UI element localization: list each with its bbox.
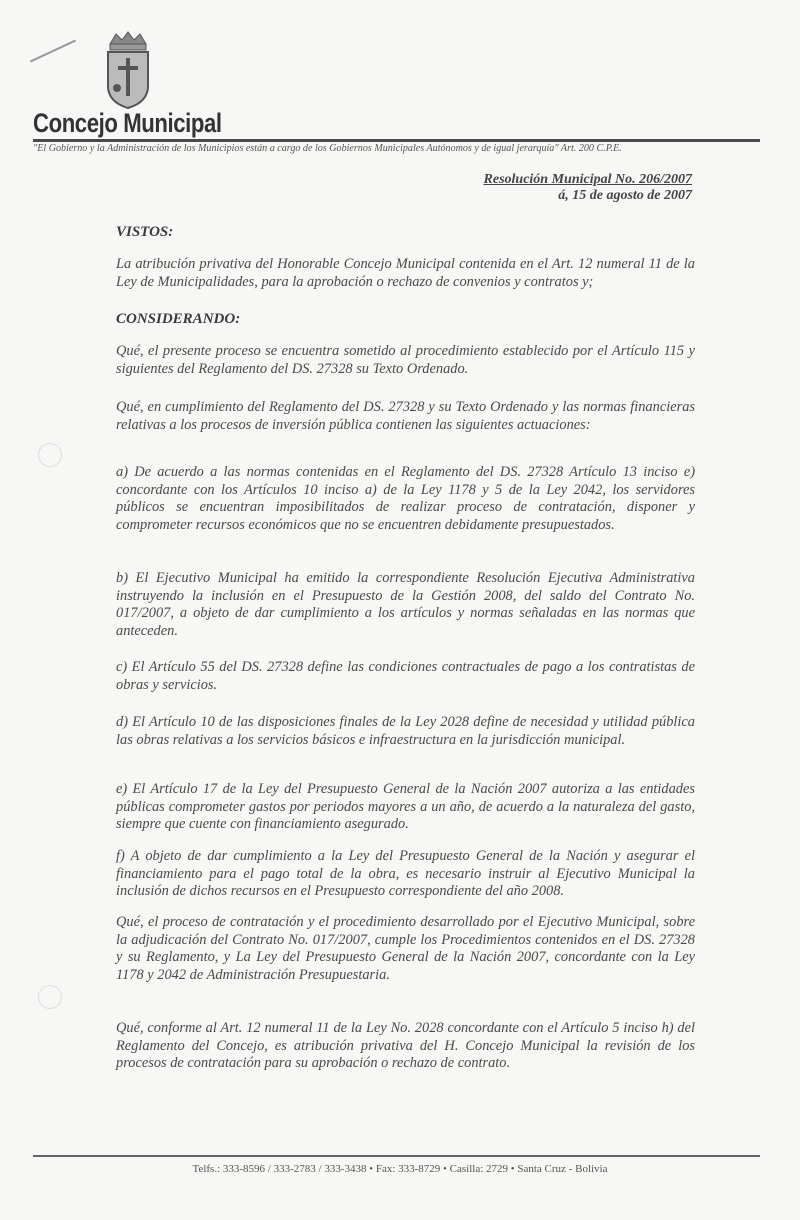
vistos-heading: VISTOS:: [116, 224, 174, 240]
punch-hole: [38, 443, 62, 467]
considerando-heading: CONSIDERANDO:: [116, 311, 241, 327]
header-divider: [33, 139, 760, 142]
vistos-paragraph: La atribución privativa del Honorable Concejo Municipal contenida en el Art. 12 numeral 11 de la Ley de Municipalidades, para la aprobación o rechazo de convenios y contratos y;: [116, 256, 695, 290]
paragraph: Qué, el proceso de contratación y el procedimiento desarrollado por el Ejecutivo Municipal, sobre la adjudicación del Contrato No. 017/2007, cumple los Procedimientos contenidos en el DS. 27328 y su Reglamento, y La Ley del Presupuesto General de la Nación 2007, concordante con la Ley 1178 y 2042 de Administración Presupuestaria.: [116, 914, 695, 984]
paragraph: Qué, en cumplimiento del Reglamento del DS. 27328 y su Texto Ordenado y las normas financieras relativas a los procesos de inversión pública contienen las siguientes actuaciones:: [116, 399, 695, 433]
paragraph-d: d) El Artículo 10 de las disposiciones finales de la Ley 2028 define de necesidad y utilidad pública las obras relativas a los servicios básicos e infraestructura en la jurisdicción municipal.: [116, 714, 695, 748]
paragraph-a: a) De acuerdo a las normas contenidas en el Reglamento del DS. 27328 Artículo 13 inciso e) concordante con los Artículos 10 inciso a) de la Ley 1178 y 5 de la Ley 2042, los servidores públicos se encuentran imposibilitados de realizar proceso de contratación, disponer y comprometer recursos económicos que no se encuentren debidamente presupuestados.: [116, 464, 695, 534]
scan-pen-mark: [30, 40, 76, 63]
paragraph: Qué, el presente proceso se encuentra sometido al procedimiento establecido por el Artículo 115 y siguientes del Reglamento del DS. 27328 su Texto Ordenado.: [116, 343, 695, 377]
footer-divider: [33, 1155, 760, 1157]
header-motto: "El Gobierno y la Administración de los Municipios están a cargo de los Gobiernos Municipales Autónomos y de igual jerarquía" Art. 200 C.P.E.: [33, 143, 622, 154]
paragraph-e: e) El Artículo 17 de la Ley del Presupuesto General de la Nación 2007 autoriza a las entidades públicas comprometer gastos por periodos mayores a un año, de acuerdo a la naturaleza del gasto, siempre que cuente con financiamiento asegurado.: [116, 781, 695, 833]
paragraph: Qué, conforme al Art. 12 numeral 11 de la Ley No. 2028 concordante con el Artículo 5 inciso h) del Reglamento del Concejo, es atribución privativa del H. Concejo Municipal la revisión de los procesos de contratación para su aprobación o rechazo de contrato.: [116, 1020, 695, 1072]
resolution-date: á, 15 de agosto de 2007: [558, 188, 692, 203]
footer-contact: Telfs.: 333-8596 / 333-2783 / 333-3438 • Fax: 333-8729 • Casilla: 2729 • Santa Cruz - Bolivia: [192, 1163, 608, 1175]
paragraph-f: f) A objeto de dar cumplimiento a la Ley del Presupuesto General de la Nación y asegurar el financiamiento para el pago total de la obra, es necesario instruir al Ejecutivo Municipal la inclusión de dichos recursos en el Presupuesto correspondiente del año 2008.: [116, 848, 695, 900]
coat-of-arms-icon: [104, 30, 152, 110]
organization-name: Concejo Municipal: [33, 108, 222, 138]
paragraph-b: b) El Ejecutivo Municipal ha emitido la correspondiente Resolución Ejecutiva Administrativa instruyendo la inclusión en el Presupuesto de la Gestión 2008, del saldo del Contrato No. 017/2007, a objeto de dar cumplimiento a los artículos y normas señaladas en las normas que anteceden.: [116, 570, 695, 640]
paragraph-c: c) El Artículo 55 del DS. 27328 define las condiciones contractuales de pago a los contratistas de obras y servicios.: [116, 659, 695, 693]
resolution-number: Resolución Municipal No. 206/2007: [483, 172, 692, 187]
punch-hole: [38, 985, 62, 1009]
